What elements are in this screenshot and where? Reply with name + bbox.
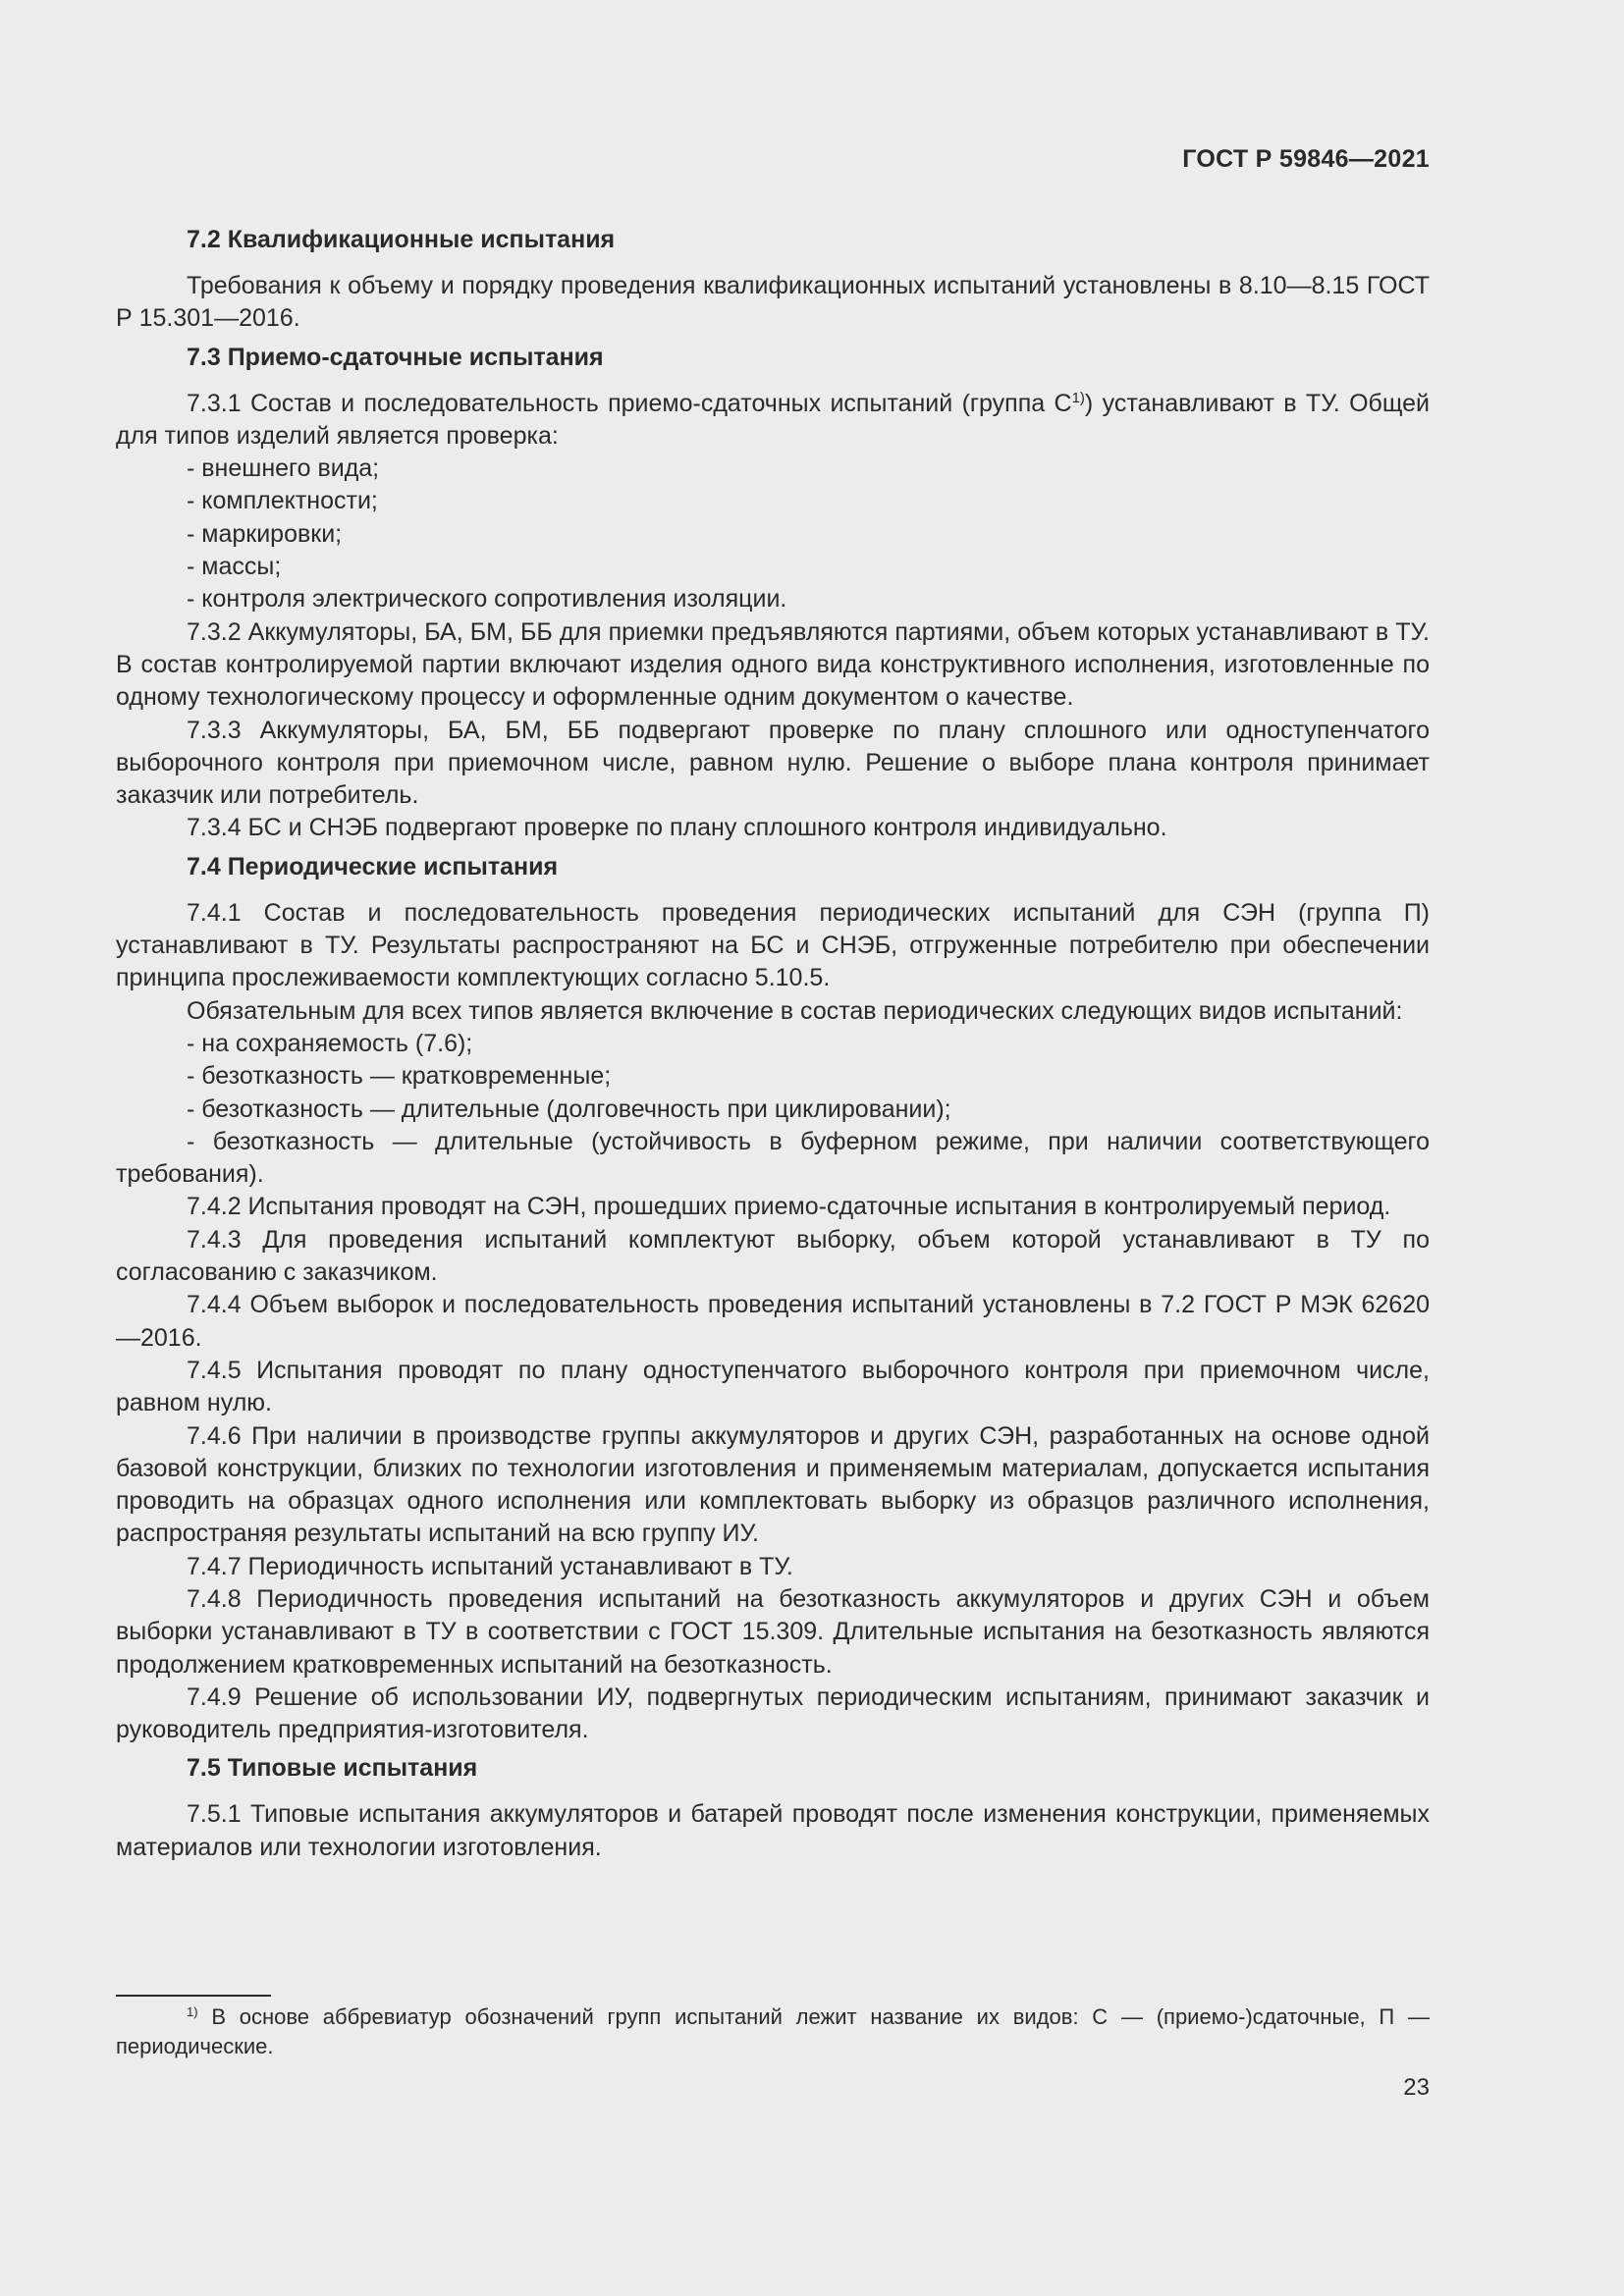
footnote — [116, 2002, 1430, 2061]
paragraph-7-3-1: 7.3.1 Состав и последовательность приемо-сдаточных испытаний (группа $С^{1)}$) устанавливают в ТУ. Общей для типов изделий является проверка: — [116, 389, 1430, 450]
list-item: - внешнего вида; — [187, 454, 380, 483]
section-title-7-4: 7.4 Периодические испытания — [187, 852, 559, 881]
paragraph-7-4-7: 7.4.7 Периодичность испытаний устанавливают в ТУ. — [187, 1552, 793, 1580]
list-item: - комплектности; — [187, 487, 378, 515]
footnote-text: В основе аббревиатур обозначений групп испытаний лежит название их видов: С — (приемо-)сдаточные, П — периодические. — [116, 2004, 1430, 2058]
paragraph-7-4-2: 7.4.2 Испытания проводят на СЭН, прошедших приемо-сдаточные испытания в контролируемый период. — [187, 1193, 1391, 1221]
paragraph-7-4-6: 7.4.6 При наличии в производстве группы аккумуляторов и других СЭН, разработанных на основе одной базовой конструкции, близких по технологии изготовления и применяемым материалам, допускается испытания проводить на образцах одного исполнения или комплектовать выборку из образцов различного исполнения, распространяя результаты испытаний на всю группу ИУ. — [116, 1421, 1430, 1548]
paragraph-7-3-2: 7.3.2 Аккумуляторы, БА, БМ, ББ для приемки предъявляются партиями, объем которых устанавливают в ТУ. В состав контролируемой партии включают изделия одного вида конструктивного исполнения, изготовленные по одному технологическому процессу и оформленные одним документом о качестве. — [116, 617, 1430, 712]
paragraph-7-4-3: 7.4.3 Для проведения испытаний комплектуют выборку, объем которой устанавливают в ТУ по согласованию с заказчиком. — [116, 1225, 1430, 1287]
paragraph-7-5-1: 7.5.1 Типовые испытания аккумуляторов и батарей проводят после изменения конструкции, применяемых материалов или технологии изготовления. — [116, 1800, 1430, 1861]
document-body — [116, 224, 1430, 1864]
document-header: ГОСТ Р 59846—2021 — [1182, 145, 1430, 173]
paragraph-7-4-1-b: Обязательным для всех типов является включение в состав периодических следующих видов испытаний: — [187, 996, 1403, 1025]
section-title-7-5: 7.5 Типовые испытания — [187, 1754, 478, 1783]
paragraph-7-3-4: 7.3.4 БС и СНЭБ подвергают проверке по плану сплошного контроля индивидуально. — [187, 814, 1167, 842]
list-item: - безотказность — длительные (долговечность при циклировании); — [187, 1095, 951, 1123]
page-number: 23 — [1403, 2074, 1430, 2101]
paragraph-7-4-9: 7.4.9 Решение об использовании ИУ, подвергнутых периодическим испытаниям, принимают заказчик и руководитель предприятия-изготовителя. — [116, 1682, 1430, 1744]
paragraph-7-4-4: 7.4.4 Объем выборок и последовательность проведения испытаний установлены в 7.2 ГОСТ Р МЭК 62620—2016. — [116, 1291, 1430, 1352]
list-item: - безотказность — длительные (устойчивость в буферном режиме, при наличии соответствующего требования). — [116, 1127, 1430, 1189]
list-item: - массы; — [187, 553, 282, 581]
list-item: - маркировки; — [187, 519, 343, 548]
footnote-ref: 1) — [1071, 389, 1085, 406]
paragraph-7-3-3: 7.3.3 Аккумуляторы, БА, БМ, ББ подвергают проверке по плану сплошного или одноступенчатого выборочного контроля при приемочном числе, равном нулю. Решение о выборе плана контроля принимает заказчик или потребитель. — [116, 716, 1430, 810]
footnote-marker: 1) — [187, 2004, 198, 2019]
paragraph-7-4-1: 7.4.1 Состав и последовательность проведения периодических испытаний для СЭН (группа П) устанавливают в ТУ. Результаты распространяют на БС и СНЭБ, отгруженные потребителю при обеспечении принципа прослеживаемости комплектующих согласно 5.10.5. — [116, 898, 1430, 992]
paragraph-7-4-5: 7.4.5 Испытания проводят по плану одноступенчатого выборочного контроля при приемочном числе, равном нулю. — [116, 1356, 1430, 1417]
list-item: - безотказность — кратковременные; — [187, 1062, 612, 1091]
section-title-7-2: 7.2 Квалификационные испытания — [187, 226, 616, 253]
list-item: - на сохраняемость (7.6); — [187, 1029, 473, 1057]
paragraph-7-4-8: 7.4.8 Периодичность проведения испытаний на безотказность аккумуляторов и других СЭН и объем выборки устанавливают в ТУ в соответствии с ГОСТ 15.309. Длительные испытания на безотказность являются продолжением кратковременных испытаний на безотказность. — [116, 1584, 1430, 1679]
paragraph-7-2: Требования к объему и порядку проведения квалификационных испытаний установлены в 8.10—8.15 ГОСТ Р 15.301—2016. — [116, 272, 1430, 333]
list-item: - контроля электрического сопротивления изоляции. — [187, 585, 787, 614]
footnote-separator — [116, 1995, 271, 1997]
section-title-7-3: 7.3 Приемо-сдаточные испытания — [187, 343, 604, 371]
